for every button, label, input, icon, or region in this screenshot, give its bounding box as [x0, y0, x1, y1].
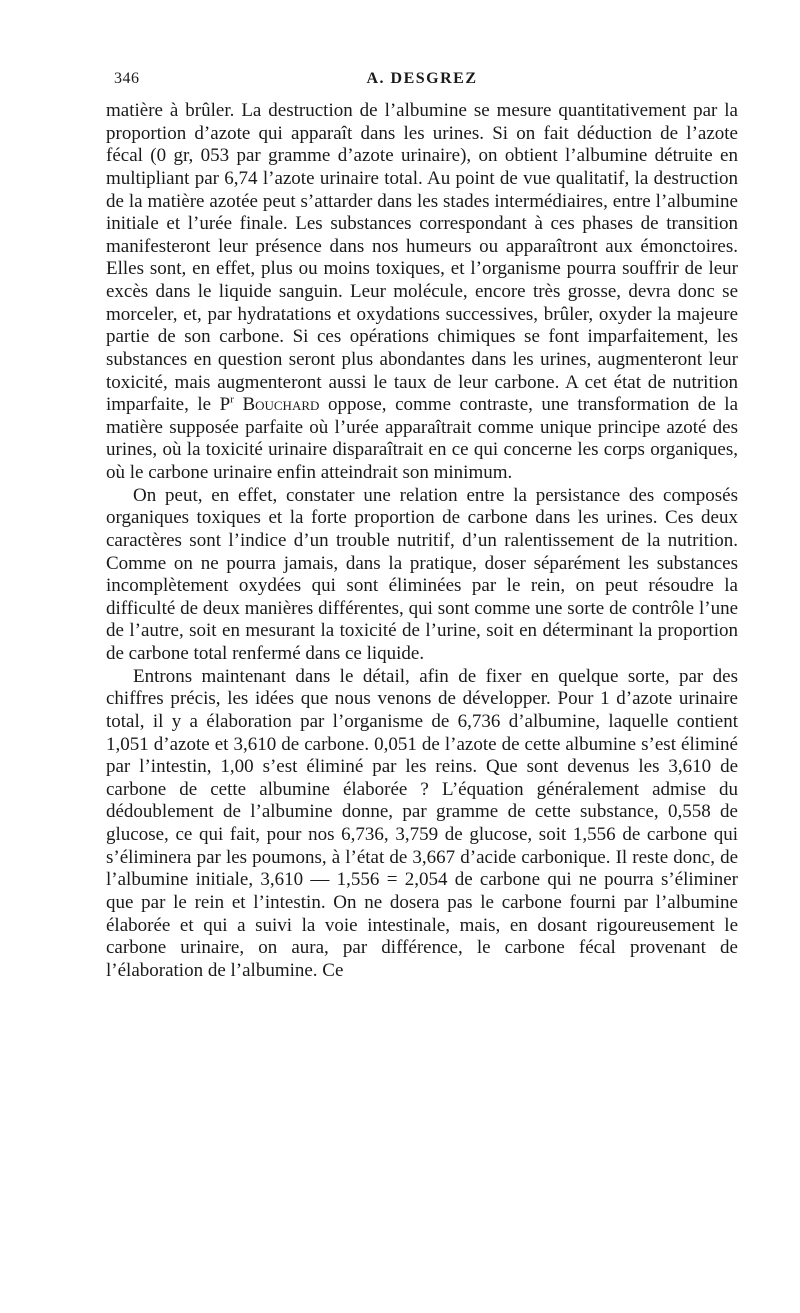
body-text: [106, 100, 738, 982]
paragraph-1-text-a: matière à brûler. La destruction de l’albumine se mesure quantitativement par la proportion d’azote qui apparaît dans les urines. Si on fait déduction de l’azote fécal (0 gr, 053 par gramme d’azote urinaire), on obtient l’albumine détruite en multipliant par 6,74 l’azote urinaire total. Au point de vue qualitatif, la destruction de la matière azotée peut s’attarder dans les stades intermédiaires, entre l’albumine initiale et l’urée finale. Les substances correspondant à ces phases de transition manifesteront leur présence dans nos humeurs ou apparaîtront aux émonctoires. Elles sont, en effet, plus ou moins toxiques, et l’organisme pourra souffrir de leur excès dans le liquide sanguin. Leur molécule, encore très grosse, devra donc se morceler, et, par hydratations et oxydations successives, brûler, oxyder la majeure partie de son carbone. Si ces opérations chimiques se font imparfaitement, les substances en question seront plus abondantes dans les urines, augmenteront leur toxicité, mais augmenteront aussi le taux de leur carbone. A cet état de nutrition imparfaite, le P: [106, 100, 738, 416]
book-page: [106, 0, 738, 1313]
paragraph-3: Entrons maintenant dans le détail, afin de fixer en quelque sorte, par des chiffres précis, les idées que nous venons de développer. Pour 1 d’azote urinaire total, il y a élaboration par l’organisme de 6,736 d’albumine, laquelle contient 1,051 d’azote et 3,610 de carbone. 0,051 de l’azote de cette albumine s’est éliminé par l’intestin, 1,00 s’est éliminé par les reins. Que sont devenus les 3,610 de carbone de cette albumine élaborée ? L’équation généralement admise du dédoublement de l’albumine donne, par gramme de cette substance, 0,558 de glucose, ce qui fait, pour nos 6,736, 3,759 de glucose, soit 1,556 de carbone qui s’éliminera par les poumons, à l’état de 3,667 d’acide carbonique. Il reste donc, de l’albumine initiale, 3,610 — 1,556 = 2,054 de carbone qui ne pourra s’éliminer que par le rein et l’intestin. On ne dosera pas le carbone fourni par l’albumine élaborée et qui a suivi la voie intestinale, mais, en dosant rigoureusement le carbone urinaire, on aura, par différence, le carbone fécal provenant de l’élaboration de l’albumine. Ce: [106, 665, 738, 981]
paragraph-1: [106, 100, 738, 485]
running-head: A. DESGREZ: [366, 70, 478, 87]
page-number: 346: [114, 70, 140, 87]
paragraph-2: On peut, en effet, constater une relation entre la persistance des composés organiques toxiques et la forte proportion de carbone dans les urines. Ces deux caractères sont l’indice d’un trouble nutritif, d’un ralentissement de la nutrition. Comme on ne pourra jamais, dans la pratique, doser séparément les substances incomplètement oxydées qui sont éliminées par le rein, on peut résoudre la difficulté de deux manières différentes, qui sont comme une sorte de contrôle l’une de l’autre, soit en mesurant la toxicité de l’urine, soit en déterminant la proportion de carbone total renfermé dans ce liquide.: [106, 484, 738, 664]
professor-abbrev-superscript: r: [230, 393, 234, 406]
page-header: [106, 70, 738, 96]
paragraph-1-text-b: oppose, comme contraste, une transformation de la matière supposée parfaite où l’urée apparaîtrait comme unique principe azoté des urines, où la toxicité urinaire disparaîtrait en ce qui concerne les corps organiques, où le carbone urinaire enfin atteindrait son minimum.: [106, 394, 739, 483]
author-name-bouchard: Bouchard: [242, 394, 320, 416]
